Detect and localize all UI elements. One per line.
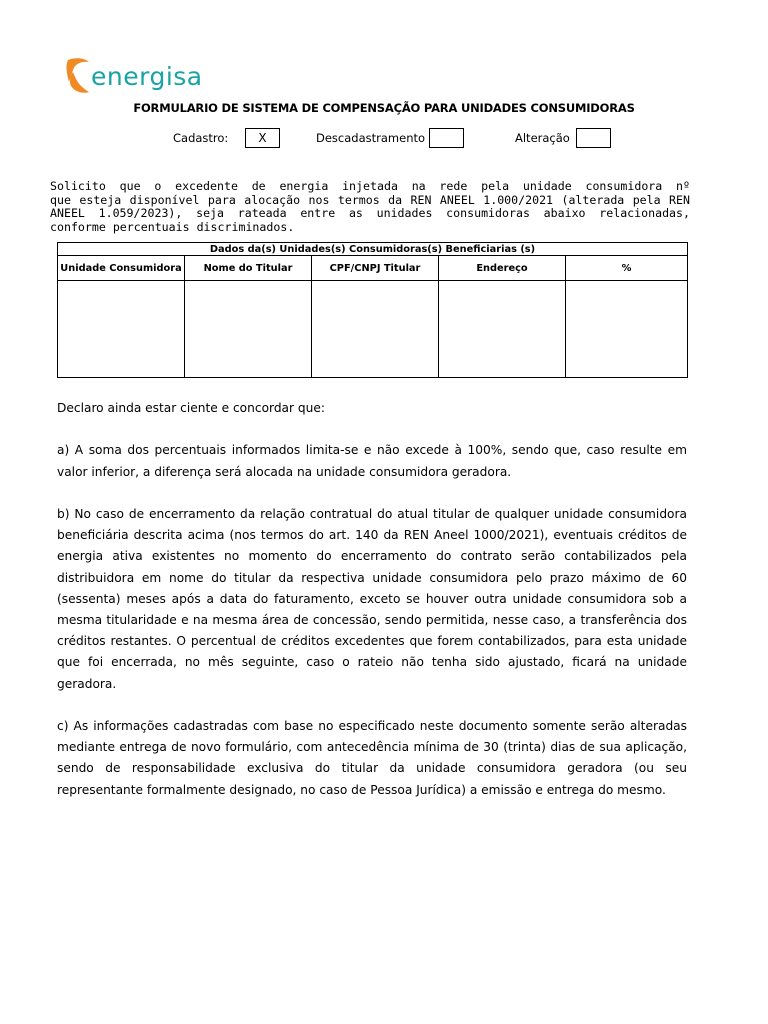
col-unidade-consumidora: Unidade Consumidora — [58, 256, 185, 281]
form-title: FORMULARIO DE SISTEMA DE COMPENSAÇÃO PARA UNIDADES CONSUMIDORAS — [133, 101, 635, 115]
col-percentual: % — [566, 256, 688, 281]
intro-line-2: que esteja disponível para alocação nos termos da REN ANEEL 1.000/2021 (alterada pela REN ANEEL 1.059/2023), seja rateada entre as unidades consumidoras abaixo relacionadas, conforme percentuais discriminados. — [50, 192, 690, 234]
logo-text: energisa — [91, 62, 203, 91]
descadastramento-checkbox[interactable] — [429, 128, 464, 148]
col-nome-titular: Nome do Titular — [185, 256, 312, 281]
cell-percentual[interactable] — [566, 281, 688, 378]
cadastro-label: Cadastro: — [173, 131, 229, 145]
declaration-intro: Declaro ainda estar ciente e concordar que: — [57, 401, 325, 415]
col-endereco: Endereço — [439, 256, 566, 281]
table-caption: Dados da(s) Unidades(s) Consumidoras(s) Beneficiarias (s) — [58, 243, 688, 256]
cell-cpf-cnpj[interactable] — [312, 281, 439, 378]
declaration-item-c: c) As informações cadastradas com base no especificado neste documento somente serão alteradas mediante entrega de novo formulário, com antecedência mínima de 30 (trinta) dias de sua aplicação, sendo de responsabilidade exclusiva do titular da unidade consumidora geradora (ou seu representante formalmente designado, no caso de Pessoa Jurídica) a emissão e entrega do mesmo. — [57, 719, 687, 797]
intro-line-1: Solicito que o excedente de energia injetada na rede pela unidade consumidora nº — [50, 179, 690, 193]
alteracao-label: Alteração — [515, 131, 570, 145]
energisa-logo — [63, 56, 203, 98]
cell-nome-titular[interactable] — [185, 281, 312, 378]
declaration-item-b: b) No caso de encerramento da relação contratual do atual titular de qualquer unidade consumidora beneficiária descrita acima (nos termos do art. 140 da REN Aneel 1000/2021), eventuais créditos de energia ativa existentes no momento do encerramento do contrato serão contabilizados pela distribuidora em nome do titular da respectiva unidade consumidora pelo prazo máximo de 60 (sessenta) meses após a data do faturamento, exceto se houver outra unidade consumidora sob a mesma titularidade e na mesma área de concessão, sendo permitida, nesse caso, a transferência dos créditos restantes. O percentual de créditos excedentes que forem contabilizados, para esta unidade que foi encerrada, no mês seguinte, caso o rateio não tenha sido ajustado, ficará na unidade geradora. — [57, 506, 687, 691]
cell-endereco[interactable] — [439, 281, 566, 378]
intro-paragraph — [50, 180, 690, 234]
declaration-item-a: a) A soma dos percentuais informados limita-se e não excede à 100%, sendo que, caso resulte em valor inferior, a diferença será alocada na unidade consumidora geradora. — [57, 443, 687, 479]
beneficiaries-table — [57, 242, 688, 378]
col-cpf-cnpj: CPF/CNPJ Titular — [312, 256, 439, 281]
descadastramento-label: Descadastramento — [316, 131, 426, 145]
declaration-section — [57, 398, 687, 822]
cell-unidade-consumidora[interactable] — [58, 281, 185, 378]
cadastro-checkbox[interactable]: X — [245, 128, 280, 148]
alteracao-checkbox[interactable] — [576, 128, 611, 148]
